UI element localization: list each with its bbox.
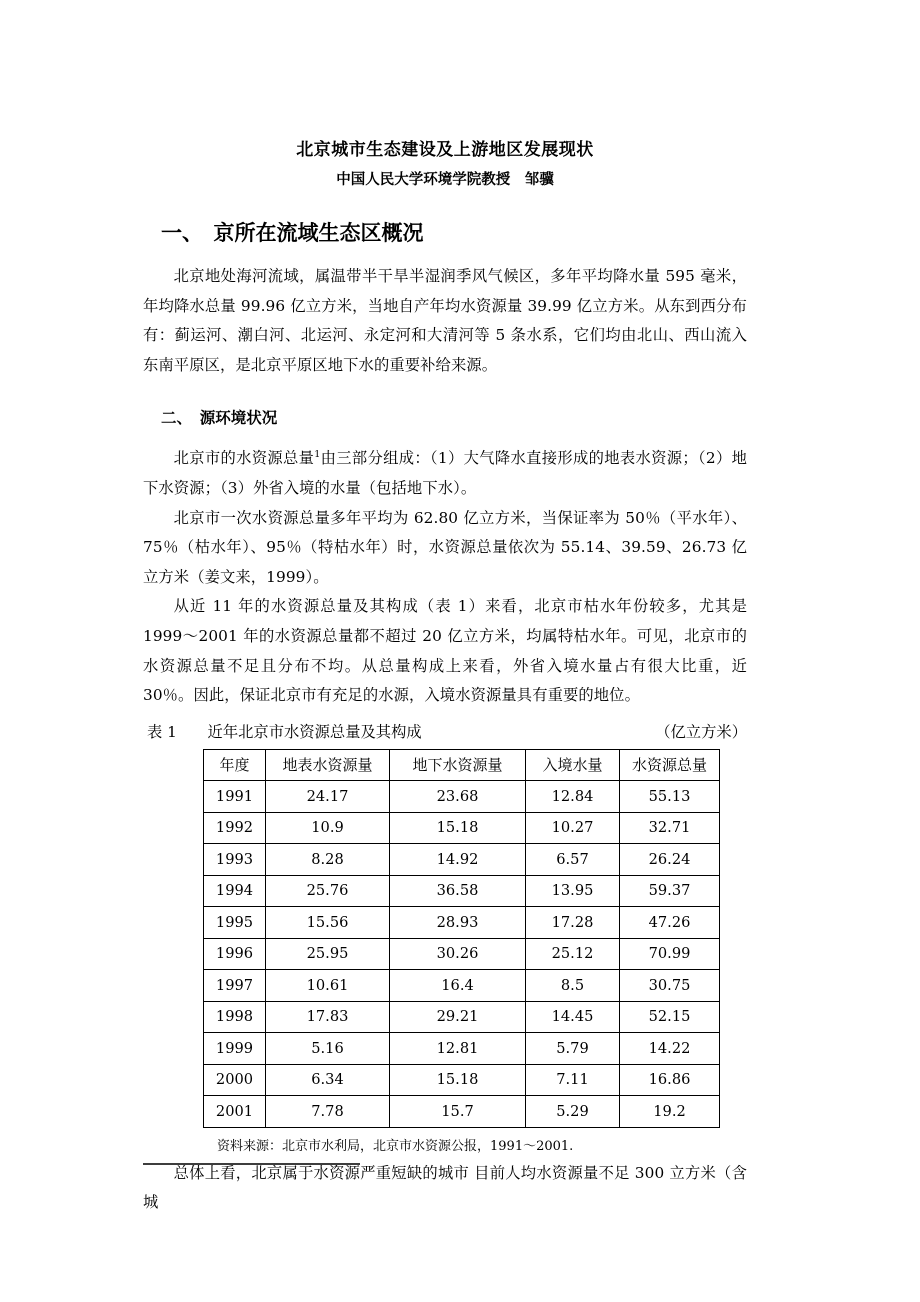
cell-inbound-water: 13.95 (526, 875, 620, 907)
cell-year: 1998 (204, 1001, 266, 1033)
footnote-marker-1: 1 (314, 449, 321, 461)
cell-year: 2001 (204, 1096, 266, 1128)
column-header-surface-water: 地表水资源量 (266, 749, 390, 781)
section-heading-2: 二、 源环境状况 (161, 409, 278, 428)
cell-total-water: 47.26 (620, 907, 720, 939)
table-row (204, 1096, 720, 1128)
cell-year: 1992 (204, 812, 266, 844)
cell-ground-water: 15.18 (390, 1064, 526, 1096)
table-row (204, 938, 720, 970)
paragraph-1-1: 北京地处海河流域，属温带半干旱半湿润季风气候区，多年平均降水量 595 毫米，年均降水总量 99.96 亿立方米，当地自产年均水资源量 39.99 亿立方米。从东到西分布有：蓟运河、潮白河、北运河、永定河和大清河等 5 条水系，它们均由北山、西山流入东南平原区，是北京平原区地下水的重要补给来源。 (143, 267, 747, 374)
paragraph-2-3: 从近 11 年的水资源总量及其构成（表 1）来看，北京市枯水年份较多，尤其是 1999～2001 年的水资源总量都不超过 20 亿立方米，均属特枯水年。可见，北京市的水资源总量不足且分布不均。从总量构成上来看，外省入境水量占有很大比重，近 30％。因此，保证北京市有充足的水源，入境水资源量具有重要的地位。 (143, 597, 747, 705)
cell-inbound-water: 10.27 (526, 812, 620, 844)
cell-inbound-water: 6.57 (526, 844, 620, 876)
cell-ground-water: 16.4 (390, 970, 526, 1002)
column-header-year: 年度 (204, 749, 266, 781)
cell-year: 1999 (204, 1033, 266, 1065)
table-body (204, 781, 720, 1128)
table-row (204, 875, 720, 907)
table-wrapper (143, 745, 747, 1128)
cell-surface-water: 5.16 (266, 1033, 390, 1065)
cell-inbound-water: 25.12 (526, 938, 620, 970)
table-source-note: 资料来源：北京市水利局，北京市水资源公报，1991～2001. (217, 1138, 574, 1154)
column-header-total-water: 水资源总量 (620, 749, 720, 781)
cell-surface-water: 8.28 (266, 844, 390, 876)
table-row (204, 812, 720, 844)
paragraph-2-1-text-after: 由三部分组成：（1）大气降水直接形成的地表水资源；（2）地下水资源；（3）外省入境的水量（包括地下水）。 (143, 449, 747, 497)
paragraph-2-1 (143, 430, 747, 503)
table-row (204, 844, 720, 876)
cell-ground-water: 28.93 (390, 907, 526, 939)
author-line: 中国人民大学环境学院教授 邹骥 (336, 172, 554, 188)
table-head (204, 749, 720, 781)
paragraph-2-2: 北京市一次水资源总量多年平均为 62.80 亿立方米，当保证率为 50％（平水年）、75％（枯水年）、95％（特枯水年）时，水资源总量依次为 55.14、39.59、26.73 亿立方米（姜文来，1999）。 (143, 508, 747, 586)
table-caption-label: 表 1 (147, 722, 177, 741)
cell-surface-water: 10.9 (266, 812, 390, 844)
water-resources-table (203, 749, 720, 1128)
cell-surface-water: 6.34 (266, 1064, 390, 1096)
closing-paragraph: 总体上看，北京属于水资源严重短缺的城市 目前人均水资源量不足 300 立方米（含城 (143, 1163, 747, 1212)
section-heading-1: 一、 京所在流域生态区概况 (161, 221, 424, 245)
cell-inbound-water: 17.28 (526, 907, 620, 939)
table-row (204, 907, 720, 939)
table-caption-title: 近年北京市水资源总量及其构成 (207, 722, 422, 741)
cell-inbound-water: 7.11 (526, 1064, 620, 1096)
cell-surface-water: 7.78 (266, 1096, 390, 1128)
table-header-row (204, 749, 720, 781)
cell-surface-water: 17.83 (266, 1001, 390, 1033)
cell-ground-water: 30.26 (390, 938, 526, 970)
table-row (204, 970, 720, 1002)
cell-total-water: 16.86 (620, 1064, 720, 1096)
page-content (143, 0, 747, 1218)
cell-year: 1991 (204, 781, 266, 813)
footnote-separator-rule (143, 1163, 360, 1165)
cell-total-water: 52.15 (620, 1001, 720, 1033)
cell-total-water: 59.37 (620, 875, 720, 907)
paragraph-2-1-text-before: 北京市的水资源总量 (173, 449, 315, 468)
table-row (204, 1064, 720, 1096)
cell-inbound-water: 5.29 (526, 1096, 620, 1128)
cell-year: 1993 (204, 844, 266, 876)
cell-total-water: 19.2 (620, 1096, 720, 1128)
cell-inbound-water: 12.84 (526, 781, 620, 813)
cell-ground-water: 23.68 (390, 781, 526, 813)
cell-inbound-water: 14.45 (526, 1001, 620, 1033)
page-title: 北京城市生态建设及上游地区发展现状 (296, 140, 594, 160)
cell-total-water: 70.99 (620, 938, 720, 970)
cell-year: 1997 (204, 970, 266, 1002)
column-header-ground-water: 地下水资源量 (390, 749, 526, 781)
cell-year: 1995 (204, 907, 266, 939)
cell-year: 1994 (204, 875, 266, 907)
table-caption (143, 711, 747, 745)
cell-inbound-water: 5.79 (526, 1033, 620, 1065)
cell-surface-water: 25.95 (266, 938, 390, 970)
cell-inbound-water: 8.5 (526, 970, 620, 1002)
column-header-inbound-water: 入境水量 (526, 749, 620, 781)
cell-ground-water: 14.92 (390, 844, 526, 876)
cell-ground-water: 15.18 (390, 812, 526, 844)
cell-total-water: 30.75 (620, 970, 720, 1002)
table-row (204, 1001, 720, 1033)
cell-total-water: 55.13 (620, 781, 720, 813)
cell-total-water: 26.24 (620, 844, 720, 876)
cell-surface-water: 10.61 (266, 970, 390, 1002)
cell-ground-water: 15.7 (390, 1096, 526, 1128)
cell-year: 2000 (204, 1064, 266, 1096)
cell-total-water: 32.71 (620, 812, 720, 844)
cell-surface-water: 15.56 (266, 907, 390, 939)
table-caption-unit: （亿立方米） (655, 722, 747, 741)
cell-surface-water: 24.17 (266, 781, 390, 813)
cell-ground-water: 12.81 (390, 1033, 526, 1065)
table-row (204, 1033, 720, 1065)
table-row (204, 781, 720, 813)
cell-surface-water: 25.76 (266, 875, 390, 907)
cell-year: 1996 (204, 938, 266, 970)
cell-ground-water: 29.21 (390, 1001, 526, 1033)
cell-ground-water: 36.58 (390, 875, 526, 907)
cell-total-water: 14.22 (620, 1033, 720, 1065)
